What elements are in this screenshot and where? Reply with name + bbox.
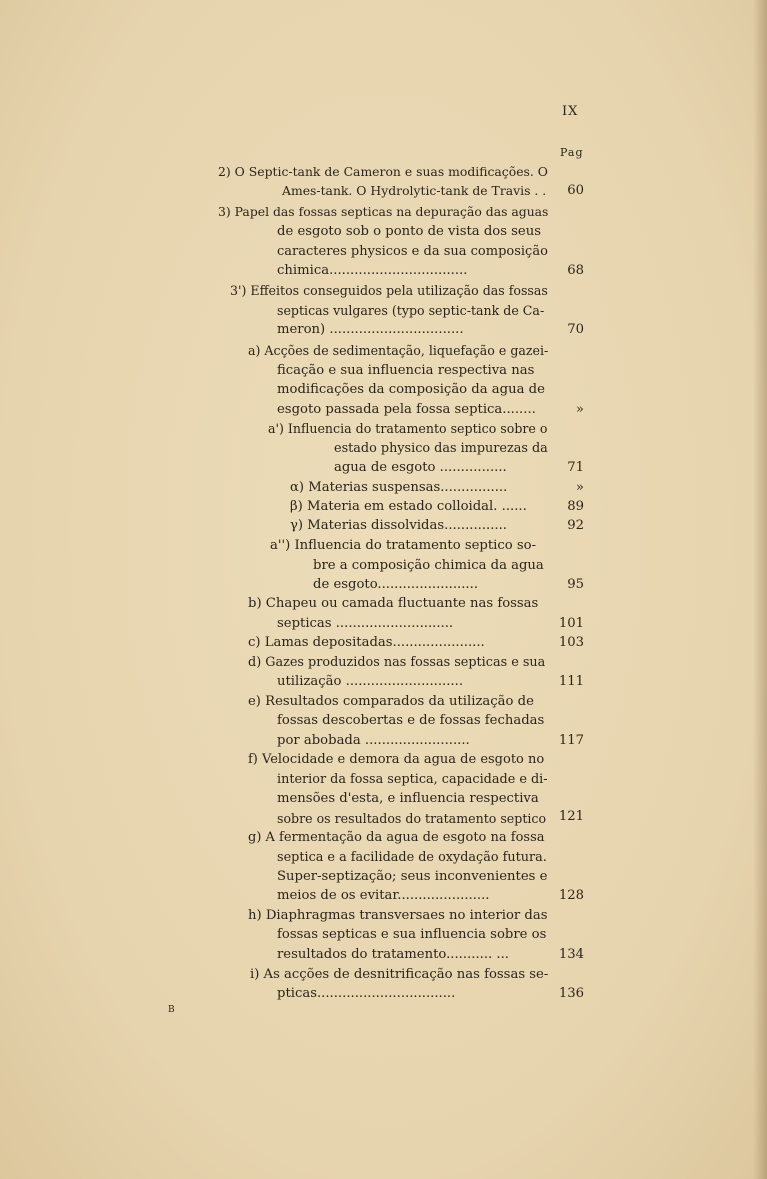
toc-page-number: 103 bbox=[558, 635, 584, 650]
toc-page-number: 134 bbox=[558, 947, 584, 962]
toc-line: h) Diaphragmas transversaes no interior das bbox=[248, 908, 548, 923]
toc-line: ficação e sua influencia respectiva nas bbox=[277, 363, 535, 378]
toc-line: 3) Papel das fossas septicas na depuração das aguas bbox=[218, 204, 549, 219]
toc-line: a) Acções de sedimentação, liquefação e gazei- bbox=[248, 343, 549, 358]
toc-line: mensões d'esta, e influencia respectiva bbox=[277, 791, 539, 806]
toc-line: estado physico das impurezas da bbox=[334, 441, 548, 456]
toc-line: d) Gazes produzidos nas fossas septicas e sua bbox=[248, 655, 546, 670]
toc-page-number: 111 bbox=[558, 674, 584, 689]
signature-mark: B bbox=[168, 1005, 175, 1015]
toc-line: por abobada ......................... bbox=[277, 733, 470, 748]
toc-line: caracteres physicos e da sua composição bbox=[277, 244, 548, 259]
toc-line: 3') Effeitos conseguidos pela utilização das fossas bbox=[230, 283, 548, 298]
toc-line: septica e a facilidade de oxydação futura. bbox=[277, 850, 547, 865]
toc-line: de esgoto sob o ponto de vista dos seus bbox=[277, 224, 542, 239]
toc-line: c) Lamas depositadas...................... bbox=[248, 635, 485, 650]
toc-line: sobre os resultados do tratamento septico bbox=[277, 811, 547, 826]
toc-line: utilização ............................ bbox=[277, 674, 464, 689]
toc-line: meron) ................................ bbox=[277, 322, 464, 337]
toc-line: chimica................................. bbox=[277, 263, 468, 278]
page-folio: IX bbox=[562, 104, 579, 119]
toc-line: i) As acções de desnitrificação nas fossas se- bbox=[250, 967, 549, 982]
toc-line: γ) Materias dissolvidas............... bbox=[290, 518, 508, 533]
toc-line: interior da fossa septica, capacidade e di- bbox=[277, 772, 548, 787]
toc-line: fossas septicas e sua influencia sobre os bbox=[277, 927, 547, 942]
toc-line: esgoto passada pela fossa septica........ bbox=[277, 402, 536, 417]
toc-page-number: » bbox=[575, 402, 584, 417]
toc-page-number: 117 bbox=[558, 733, 584, 748]
toc-page-number: 60 bbox=[567, 183, 584, 198]
toc-page-number: 128 bbox=[558, 888, 584, 903]
toc-page-number: 71 bbox=[567, 460, 584, 475]
toc-line: a') Influencia do tratamento septico sobre o bbox=[268, 421, 548, 436]
toc-page-number: 68 bbox=[567, 263, 584, 278]
toc-line: b) Chapeu ou camada fluctuante nas fossas bbox=[248, 596, 539, 611]
toc-page-number: 89 bbox=[567, 499, 584, 514]
toc-page-number: 101 bbox=[558, 616, 584, 631]
toc-line: septicas ............................ bbox=[277, 616, 454, 631]
toc-page-number: 136 bbox=[558, 986, 584, 1001]
toc-line: modificações da composição da agua de bbox=[277, 382, 545, 397]
toc-page-number: » bbox=[575, 480, 584, 495]
toc-line: 2) O Septic-tank de Cameron e suas modificações. O bbox=[218, 164, 548, 179]
toc-line: septicas vulgares (typo septic-tank de Ca- bbox=[277, 303, 545, 318]
toc-line: pticas................................. bbox=[277, 986, 456, 1001]
toc-line: β) Materia em estado colloidal. ...... bbox=[290, 499, 527, 514]
toc-page-number: 92 bbox=[567, 518, 584, 533]
toc-line: fossas descobertas e de fossas fechadas bbox=[277, 713, 545, 728]
toc-page-number: 95 bbox=[567, 577, 584, 592]
toc-line: f) Velocidade e demora da agua de esgoto no bbox=[248, 752, 545, 767]
toc-line: α) Materias suspensas................ bbox=[290, 480, 508, 495]
toc-line: de esgoto........................ bbox=[313, 577, 479, 592]
toc-line: Super-septização; seus inconvenientes e bbox=[277, 869, 548, 884]
toc-line: agua de esgoto ................ bbox=[334, 460, 507, 475]
toc-line: e) Resultados comparados da utilização de bbox=[248, 694, 534, 709]
toc-page-number: 70 bbox=[567, 322, 584, 337]
toc-line: resultados do tratamento........... ... bbox=[277, 947, 509, 962]
toc-line: g) A fermentação da agua de esgoto na fossa bbox=[248, 830, 545, 845]
toc-line: a'') Influencia do tratamento septico so- bbox=[270, 538, 537, 553]
toc-page-number: 121 bbox=[558, 809, 584, 824]
page-column-label: Pag bbox=[560, 146, 584, 159]
toc-line: meios de os evitar...................... bbox=[277, 888, 490, 903]
toc-line: Ames-tank. O Hydrolytic-tank de Travis . . bbox=[282, 183, 547, 198]
toc-line: bre a composição chimica da agua bbox=[313, 558, 544, 573]
